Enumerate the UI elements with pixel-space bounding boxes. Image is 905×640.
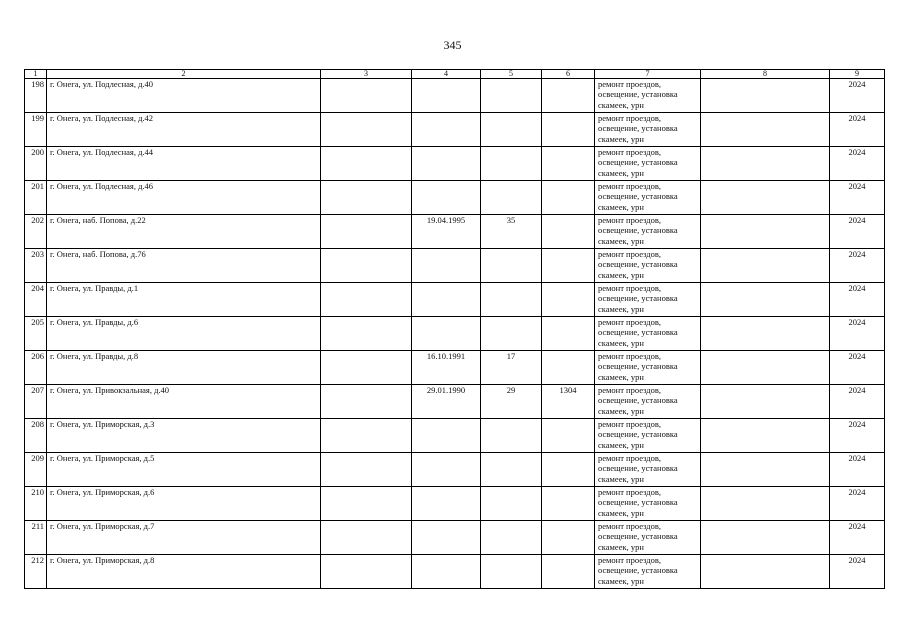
cell-col3 <box>321 453 412 487</box>
cell-col5 <box>481 521 542 555</box>
year-cell: 2024 <box>830 453 885 487</box>
address-cell: г. Онега, ул. Приморская, д.8 <box>47 555 321 589</box>
date-cell <box>412 249 481 283</box>
year-cell: 2024 <box>830 487 885 521</box>
cell-col3 <box>321 113 412 147</box>
row-number: 208 <box>25 419 47 453</box>
address-cell: г. Онега, ул. Приморская, д.3 <box>47 419 321 453</box>
cell-col8 <box>701 283 830 317</box>
cell-col5 <box>481 283 542 317</box>
cell-col3 <box>321 385 412 419</box>
works-cell: ремонт проездов, освещение, установка скамеек, урн <box>595 419 701 453</box>
address-cell: г. Онега, наб. Попова, д.76 <box>47 249 321 283</box>
address-cell: г. Онега, ул. Привокзальная, д.40 <box>47 385 321 419</box>
column-header: 4 <box>412 70 481 79</box>
cell-col8 <box>701 181 830 215</box>
cell-col8 <box>701 555 830 589</box>
date-cell: 16.10.1991 <box>412 351 481 385</box>
year-cell: 2024 <box>830 79 885 113</box>
cell-col6 <box>542 283 595 317</box>
table-row <box>25 385 885 419</box>
address-cell: г. Онега, ул. Приморская, д.6 <box>47 487 321 521</box>
cell-col8 <box>701 249 830 283</box>
works-cell: ремонт проездов, освещение, установка скамеек, урн <box>595 453 701 487</box>
table-row <box>25 113 885 147</box>
cell-col8 <box>701 351 830 385</box>
cell-col3 <box>321 487 412 521</box>
address-cell: г. Онега, ул. Приморская, д.7 <box>47 521 321 555</box>
cell-col6 <box>542 113 595 147</box>
cell-col3 <box>321 351 412 385</box>
date-cell <box>412 453 481 487</box>
cell-col8 <box>701 521 830 555</box>
year-cell: 2024 <box>830 249 885 283</box>
cell-col6 <box>542 555 595 589</box>
cell-col6 <box>542 487 595 521</box>
row-number: 201 <box>25 181 47 215</box>
table-row <box>25 555 885 589</box>
row-number: 199 <box>25 113 47 147</box>
cell-col6 <box>542 453 595 487</box>
cell-col8 <box>701 215 830 249</box>
address-cell: г. Онега, наб. Попова, д.22 <box>47 215 321 249</box>
row-number: 202 <box>25 215 47 249</box>
cell-col3 <box>321 147 412 181</box>
works-cell: ремонт проездов, освещение, установка скамеек, урн <box>595 147 701 181</box>
cell-col8 <box>701 79 830 113</box>
address-cell: г. Онега, ул. Правды, д.8 <box>47 351 321 385</box>
cell-col3 <box>321 79 412 113</box>
cell-col3 <box>321 555 412 589</box>
address-cell: г. Онега, ул. Правды, д.1 <box>47 283 321 317</box>
year-cell: 2024 <box>830 385 885 419</box>
year-cell: 2024 <box>830 215 885 249</box>
works-cell: ремонт проездов, освещение, установка скамеек, урн <box>595 249 701 283</box>
row-number: 200 <box>25 147 47 181</box>
page-number: 345 <box>443 38 462 52</box>
row-number: 198 <box>25 79 47 113</box>
column-header: 8 <box>701 70 830 79</box>
row-number: 206 <box>25 351 47 385</box>
cell-col8 <box>701 385 830 419</box>
cell-col6: 1304 <box>542 385 595 419</box>
date-cell <box>412 147 481 181</box>
year-cell: 2024 <box>830 521 885 555</box>
row-number: 210 <box>25 487 47 521</box>
column-header: 6 <box>542 70 595 79</box>
column-number-row <box>25 70 885 79</box>
table-body <box>25 70 885 589</box>
works-cell: ремонт проездов, освещение, установка скамеек, урн <box>595 113 701 147</box>
cell-col5 <box>481 147 542 181</box>
works-cell: ремонт проездов, освещение, установка скамеек, урн <box>595 283 701 317</box>
row-number: 211 <box>25 521 47 555</box>
address-cell: г. Онега, ул. Подлесная, д.46 <box>47 181 321 215</box>
cell-col8 <box>701 147 830 181</box>
column-header: 1 <box>25 70 47 79</box>
row-number: 204 <box>25 283 47 317</box>
cell-col5 <box>481 79 542 113</box>
date-cell <box>412 555 481 589</box>
works-cell: ремонт проездов, освещение, установка скамеек, урн <box>595 181 701 215</box>
column-header: 3 <box>321 70 412 79</box>
cell-col3 <box>321 181 412 215</box>
row-number: 212 <box>25 555 47 589</box>
date-cell <box>412 419 481 453</box>
table-row <box>25 453 885 487</box>
cell-col3 <box>321 249 412 283</box>
cell-col6 <box>542 147 595 181</box>
year-cell: 2024 <box>830 181 885 215</box>
works-cell: ремонт проездов, освещение, установка скамеек, урн <box>595 385 701 419</box>
table-row <box>25 79 885 113</box>
cell-col8 <box>701 453 830 487</box>
year-cell: 2024 <box>830 283 885 317</box>
date-cell <box>412 317 481 351</box>
cell-col5 <box>481 317 542 351</box>
address-cell: г. Онега, ул. Приморская, д.5 <box>47 453 321 487</box>
works-cell: ремонт проездов, освещение, установка скамеек, урн <box>595 351 701 385</box>
cell-col5 <box>481 181 542 215</box>
cell-col5 <box>481 453 542 487</box>
year-cell: 2024 <box>830 351 885 385</box>
address-cell: г. Онега, ул. Подлесная, д.44 <box>47 147 321 181</box>
works-cell: ремонт проездов, освещение, установка скамеек, урн <box>595 317 701 351</box>
works-cell: ремонт проездов, освещение, установка скамеек, урн <box>595 215 701 249</box>
cell-col3 <box>321 283 412 317</box>
table-row <box>25 283 885 317</box>
year-cell: 2024 <box>830 317 885 351</box>
row-number: 207 <box>25 385 47 419</box>
table-row <box>25 521 885 555</box>
row-number: 203 <box>25 249 47 283</box>
cell-col6 <box>542 215 595 249</box>
table-row <box>25 215 885 249</box>
year-cell: 2024 <box>830 113 885 147</box>
cell-col6 <box>542 79 595 113</box>
cell-col6 <box>542 521 595 555</box>
cell-col6 <box>542 181 595 215</box>
works-cell: ремонт проездов, освещение, установка скамеек, урн <box>595 555 701 589</box>
works-cell: ремонт проездов, освещение, установка скамеек, урн <box>595 79 701 113</box>
cell-col8 <box>701 419 830 453</box>
year-cell: 2024 <box>830 147 885 181</box>
address-cell: г. Онега, ул. Подлесная, д.40 <box>47 79 321 113</box>
date-cell <box>412 79 481 113</box>
cell-col5 <box>481 113 542 147</box>
cell-col5: 17 <box>481 351 542 385</box>
works-cell: ремонт проездов, освещение, установка скамеек, урн <box>595 521 701 555</box>
cell-col8 <box>701 487 830 521</box>
cell-col6 <box>542 249 595 283</box>
row-number: 209 <box>25 453 47 487</box>
table-row <box>25 487 885 521</box>
cell-col3 <box>321 419 412 453</box>
cell-col5 <box>481 419 542 453</box>
date-cell <box>412 487 481 521</box>
data-table <box>24 69 885 589</box>
works-cell: ремонт проездов, освещение, установка скамеек, урн <box>595 487 701 521</box>
year-cell: 2024 <box>830 419 885 453</box>
table-row <box>25 419 885 453</box>
table-row <box>25 351 885 385</box>
cell-col3 <box>321 317 412 351</box>
year-cell: 2024 <box>830 555 885 589</box>
date-cell <box>412 521 481 555</box>
address-cell: г. Онега, ул. Правды, д.6 <box>47 317 321 351</box>
cell-col6 <box>542 351 595 385</box>
address-cell: г. Онега, ул. Подлесная, д.42 <box>47 113 321 147</box>
cell-col5 <box>481 555 542 589</box>
cell-col5 <box>481 249 542 283</box>
date-cell <box>412 181 481 215</box>
column-header: 5 <box>481 70 542 79</box>
date-cell: 29.01.1990 <box>412 385 481 419</box>
cell-col3 <box>321 215 412 249</box>
cell-col8 <box>701 317 830 351</box>
cell-col8 <box>701 113 830 147</box>
date-cell <box>412 113 481 147</box>
cell-col5 <box>481 487 542 521</box>
cell-col6 <box>542 419 595 453</box>
table-row <box>25 317 885 351</box>
cell-col5: 29 <box>481 385 542 419</box>
column-header: 9 <box>830 70 885 79</box>
table-row <box>25 249 885 283</box>
column-header: 2 <box>47 70 321 79</box>
column-header: 7 <box>595 70 701 79</box>
date-cell <box>412 283 481 317</box>
table-row <box>25 147 885 181</box>
row-number: 205 <box>25 317 47 351</box>
date-cell: 19.04.1995 <box>412 215 481 249</box>
table-row <box>25 181 885 215</box>
cell-col3 <box>321 521 412 555</box>
cell-col6 <box>542 317 595 351</box>
cell-col5: 35 <box>481 215 542 249</box>
